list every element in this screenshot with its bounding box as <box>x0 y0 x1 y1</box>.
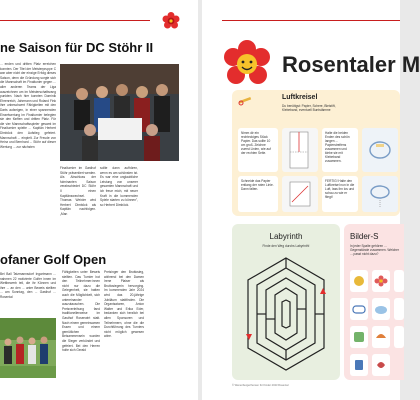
rose-logo-icon <box>161 11 181 31</box>
step3-illustration <box>362 128 398 172</box>
step1-card <box>238 128 278 172</box>
step4-text: FERTIG! Halte den Luftkreisel nun in die Luft, lass ihn los und schau zu wie er fliegt! <box>325 179 355 199</box>
article1-headline: ne Saison für DC Stöhr II <box>0 40 154 55</box>
step1-illustration <box>282 128 318 172</box>
bilder-box <box>344 224 404 380</box>
article1-column-b: Finalturnier im Gasthof Stöhr präsentiert werden. Als Abschluss der fulminanten Saison verabschiedet DC Stöhr II einen Kapitänswechsel. Thomas Weixler wird Herbert Dimböck als Kapitän nachfolgen. „Man <box>60 166 96 216</box>
article2-column-c: Preisinger den Bruttosieg, während bei den Damen Irene Plaiser als Bruttosiegerin hervorging. Im kommenden Jahr 2024 wird das 20-jährige Jubiläum stattfinden. Die Organisatoren, Anton Walter und Erika Eder, bedanken sich herzlich bei allen Sponsoren und Teilnehmern, ohne die die Durchführung des Turniers nicht möglich gewesen wäre. <box>104 270 144 339</box>
rose-mascot-icon <box>222 40 272 90</box>
darts-team-photo <box>60 64 179 161</box>
step3-card <box>322 128 358 172</box>
right-top-rule <box>222 20 400 21</box>
step2-card <box>238 176 278 212</box>
step2-illustration <box>282 176 318 212</box>
labyrinth-heading: Labyrinth <box>269 232 303 241</box>
article2-column-b: Fähigkeiten unter Beweis stellten. Das Turnier bot den Teilnehmer:innen nicht nur dazu die Gelegenheit, sie hatten auch die Möglichkeit, sich untereinander auszutauschen. Die Preisverleihung fand traditionellerweise im Gasthof Rosenwirt statt. Nach einem gemeinsamen Essen und einem gemütlichen Beisammensein wurden die Sieger verkündet und gefeiert. Bei den Herren holte sich Gerald <box>62 270 100 353</box>
bilder-text: In jeder Spalte gehören ... Gegenstände zusammen. Welcher ... passt nicht dazu? <box>350 244 400 256</box>
bilder-grid <box>348 268 404 378</box>
right-page-title: Rosentaler M <box>282 52 420 77</box>
maze-start-arrow <box>320 288 326 294</box>
step3-text: Halte die beiden Enden des schön langen ... Papierstreifens zusammen und klebe sie mit Klebeband zusammen. <box>325 131 350 163</box>
golf-group-photo <box>0 318 56 378</box>
luftkreisel-heading: Luftkreisel <box>282 94 318 101</box>
step2-text: Schneide das Papier entlang der roten Linie. Dann falten. <box>241 179 274 191</box>
footer-note: © Wienerbergerthemen für Kinder 2023 Rosental <box>232 384 289 387</box>
step4-card <box>322 176 358 212</box>
luftkreisel-box <box>232 90 400 216</box>
labyrinth-box <box>232 224 340 380</box>
article2-headline: ofaner Golf Open <box>0 252 107 267</box>
article1-column-c: sollte dann aufhören, wenn es am schönsten ist. Es war eine unglaubliche Leistung von unserer gesamten Mannschaft und ich freue mich, mit neuer Kraft in die kommenden Spiele starten zu können", so Herbert Dimböck. <box>100 166 138 207</box>
scissors-pencil-icon <box>238 94 254 106</box>
bilder-heading: Bilder-S <box>350 232 379 241</box>
left-page <box>0 0 198 400</box>
right-page <box>202 0 420 400</box>
luftkreisel-materials: Du benötigst: Papier, Schere, Bleistift, Klebeband, eventuell Buntstämme <box>282 104 336 112</box>
step4-illustration <box>362 176 398 212</box>
labyrinth-subtitle: Finde den Weg durchs Labyrinth! <box>262 244 310 248</box>
maze-end-arrow <box>246 334 252 340</box>
article1-column-a: ... enden und dritten Platz erreichen konnten. Der Titel der Meisterpruppe C war aber nicht der einzige Erfolg dieses Saison, denn die Gründung sorgte sich die Mannschaft im Finaltunier gegen ... aller anderen Teams der Liga auszeichnen um im Meisterschaftsrang punkten. Nach hier konnten Dominik Ehrenreich, Jahrmann und Roland Fink ihre unbeschwert Fähigkeiten mit den Darts aufzeigen, in einer spannenden Einzelwertung im Finalturnier belegten sie den fünften und dritten Platz. Für die vier Mannschaftsspieler gesamt im Finalturnier spielte ... Kapitän Herbert Dimböck den Aufstieg gefeiert. Mannschaft ... einpielt. Zur Freude von Heinz und Bernhard ... Stöhr auf dieser Wertung ... zur nächsten <box>0 62 56 149</box>
left-top-rule <box>0 20 150 21</box>
labyrinth-maze <box>240 254 332 374</box>
step1-text: Nimm dir ein rechteckiges Stück Papier. Das sollte 10 cm groß. Zeichne zuerst Linien, wie auf der rechten Seite. <box>241 131 271 155</box>
article2-column-a: Bei Ball Tatzmannsdorf Ingartmann ... nahmen 22 motivierte Golfer innen im Wettbewerb teil, die ihr Können und ihre ... an den ... unter Beweis stellten ... am Sonntag, den ... Gasthof ... Rosental <box>0 272 56 299</box>
